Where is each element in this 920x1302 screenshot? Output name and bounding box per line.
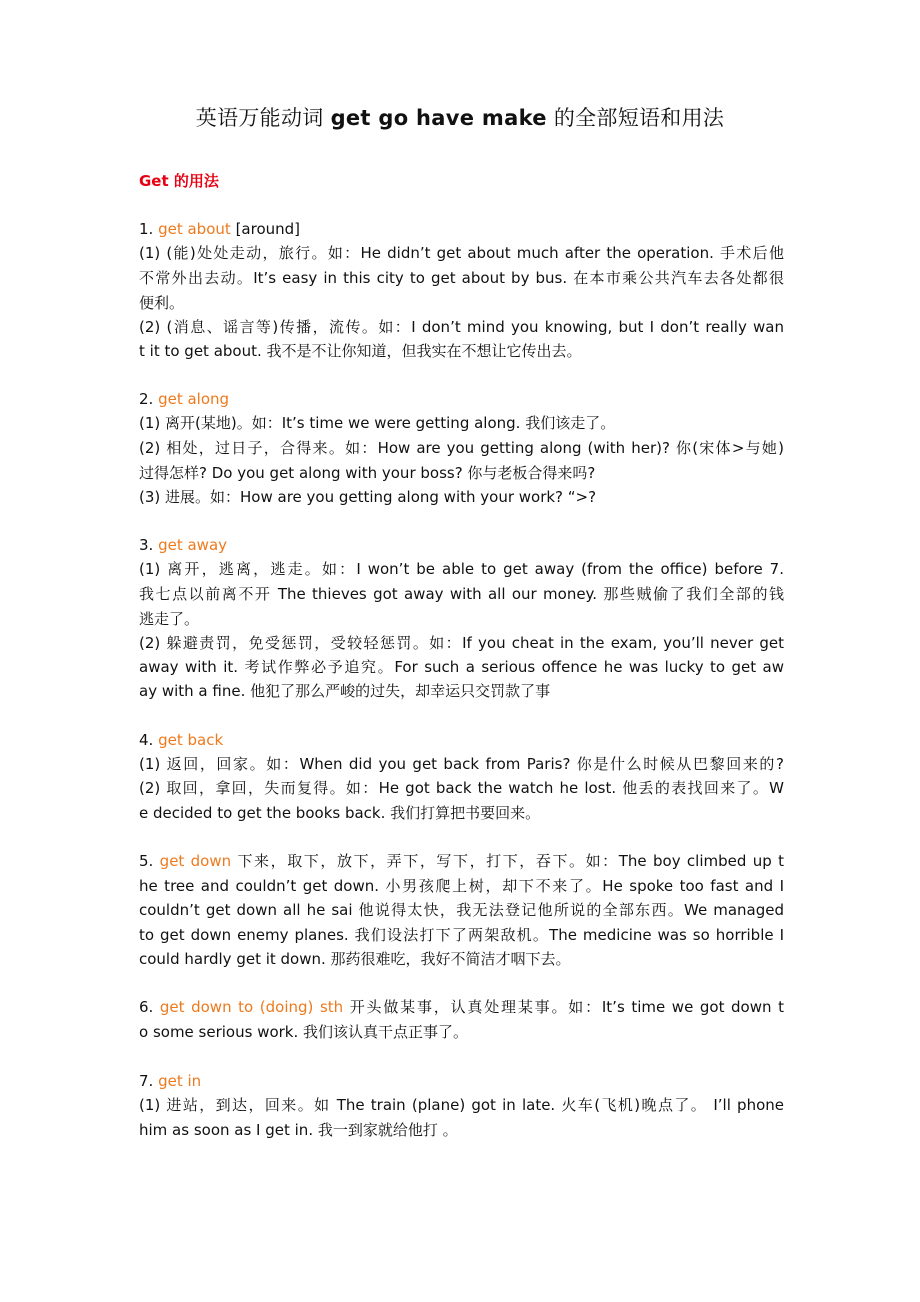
- entry-phrase: get in: [158, 1072, 202, 1090]
- entry-num: 2.: [139, 390, 154, 408]
- entry-heading: [139, 851, 784, 871]
- entry-num: 3.: [139, 536, 154, 554]
- entry-phrase: get away: [158, 536, 228, 554]
- entry-line: (2) 取回，拿回，失而复得。如：He got back the watch he lost. 他丢的表找回来了。W: [139, 779, 784, 797]
- entry-line: (1) 返回，回家。如：When did you get back from Paris? 你是什么时候从巴黎回来的?: [139, 755, 784, 773]
- entry-heading: [139, 730, 784, 750]
- entry-line: 便利。: [139, 294, 185, 312]
- entry-phrase: get down to (doing) sth: [159, 998, 344, 1016]
- entry-line: couldn’t get down all he sai 他说得太快，我无法登记他所说的全部东西。We managed: [139, 901, 784, 919]
- entry-phrase-extra: [around]: [235, 220, 301, 238]
- entry-first-rest: 下来，取下，放下，弄下，写下，打下，吞下。如：The boy climbed up t: [237, 852, 784, 870]
- entry-num: 5.: [139, 852, 154, 870]
- entry-line: 逃走了。: [139, 610, 200, 628]
- entry-line: 过得怎样? Do you get along with your boss? 你与老板合得来吗?: [139, 464, 596, 482]
- entry-phrase: get along: [158, 390, 230, 408]
- entry-num: 7.: [139, 1072, 154, 1090]
- title-bold: get go have make: [330, 106, 547, 130]
- entry-line: him as soon as I get in. 我一到家就给他打 。: [139, 1121, 458, 1139]
- entry-line: ay with a fine. 他犯了那么严峻的过失，却幸运只交罚款了事: [139, 682, 551, 700]
- entry-line: could hardly get it down. 那药很难吃，我好不简洁才咽下去。: [139, 950, 571, 968]
- entry-heading: [139, 997, 784, 1017]
- entry-num: 4.: [139, 731, 154, 749]
- document-title: [0, 102, 920, 132]
- entry-line: 我七点以前离不开 The thieves got away with all our money. 那些贼偷了我们全部的钱: [139, 585, 784, 603]
- entry-heading: [139, 535, 784, 555]
- entry-num: 6.: [139, 998, 154, 1016]
- entry-line: (1) 进站，到达，回来。如 The train (plane) got in late. 火车(飞机)晚点了。 I’ll phone: [139, 1096, 784, 1114]
- section-heading: Get 的用法: [139, 172, 219, 190]
- entry-line: away with it. 考试作弊必予追究。For such a serious offence he was lucky to get aw: [139, 658, 784, 676]
- entry-heading: [139, 389, 784, 409]
- title-suffix: 的全部短语和用法: [553, 106, 725, 130]
- entry-num: 1.: [139, 220, 154, 238]
- entry-line: (1) 离开(某地)。如：It’s time we were getting along. 我们该走了。: [139, 414, 616, 432]
- entry-line: t it to get about. 我不是不让你知道，但我实在不想让它传出去。: [139, 342, 582, 360]
- entry-line: (2) 躲避责罚，免受惩罚，受较轻惩罚。如：If you cheat in the exam, you’ll never get: [139, 634, 784, 652]
- entry-first-rest: 开头做某事，认真处理某事。如：It’s time we got down t: [349, 998, 784, 1016]
- entry-heading: [139, 219, 784, 239]
- entry-line: (3) 进展。如：How are you getting along with your work? “>?: [139, 488, 597, 506]
- entry-phrase: get about: [158, 220, 231, 238]
- entry-line: he tree and couldn’t get down. 小男孩爬上树，却下不来了。He spoke too fast and I: [139, 877, 784, 895]
- entry-line: (2) 相处，过日子，合得来。如：How are you getting along (with her)? 你(宋体>与她): [139, 439, 784, 457]
- title-prefix: 英语万能动词: [195, 106, 324, 130]
- entry-line: (1) 离开，逃离，逃走。如：I won’t be able to get away (from the office) before 7.: [139, 560, 784, 578]
- entry-line: o some serious work. 我们该认真干点正事了。: [139, 1023, 469, 1041]
- entry-phrase: get back: [158, 731, 224, 749]
- entry-line: (2) (消息、谣言等)传播，流传。如：I don’t mind you knowing, but I don’t really wan: [139, 318, 784, 336]
- entry-line: to get down enemy planes. 我们设法打下了两架敌机。The medicine was so horrible I: [139, 926, 784, 944]
- entry-heading: [139, 1071, 784, 1091]
- entry-line: (1) (能)处处走动，旅行。如：He didn’t get about much after the operation. 手术后他: [139, 244, 784, 262]
- entry-line: 不常外出去动。It’s easy in this city to get about by bus. 在本市乘公共汽车去各处都很: [139, 269, 784, 287]
- entry-phrase: get down: [159, 852, 232, 870]
- entry-line: e decided to get the books back. 我们打算把书要回来。: [139, 804, 541, 822]
